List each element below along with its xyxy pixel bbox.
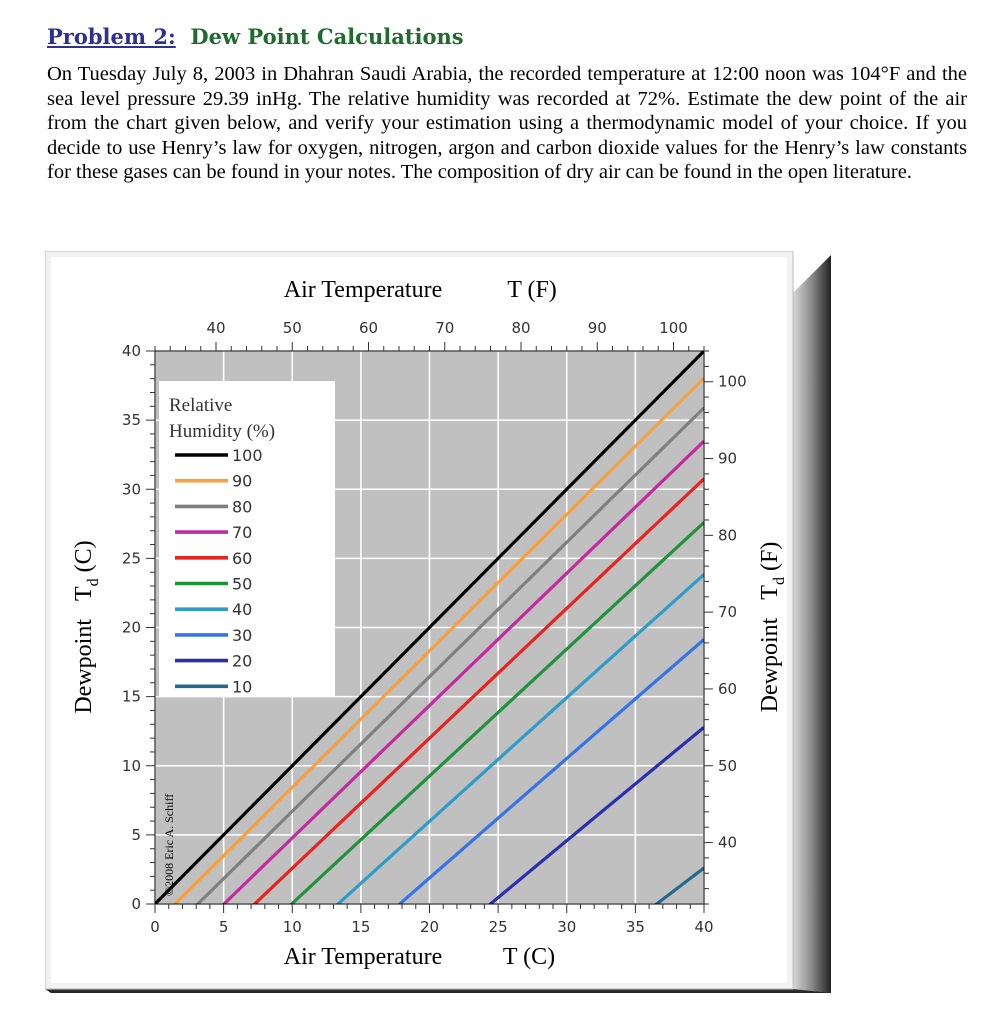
y-tick-label-right: 80 xyxy=(718,526,738,545)
y-tick-label-left: 5 xyxy=(131,825,141,844)
legend-label-rh-90: 90 xyxy=(232,471,253,491)
legend-label-rh-100: 100 xyxy=(232,446,263,465)
legend-label-rh-50: 50 xyxy=(232,574,253,594)
x-tick-label-bottom: 25 xyxy=(488,918,508,936)
y-tick-label-right: 60 xyxy=(718,679,738,698)
problem-label: Problem 2: xyxy=(47,24,176,49)
copyright-note: ©2008 Eric A. Schiff xyxy=(162,793,176,896)
legend xyxy=(159,381,335,697)
problem-title: Dew Point Calculations xyxy=(190,24,464,49)
x-tick-label-top: 50 xyxy=(282,319,302,337)
x-tick-label-bottom: 5 xyxy=(218,918,229,936)
y-tick-label-right: 50 xyxy=(718,756,738,775)
x-tick-label-bottom: 10 xyxy=(282,918,302,936)
x-tick-label-bottom: 35 xyxy=(625,918,645,936)
x-tick-label-top: 40 xyxy=(206,319,226,337)
y-axis-left-unit-main: T xyxy=(71,586,97,602)
y-tick-label-left: 40 xyxy=(121,342,141,360)
x-tick-label-top: 80 xyxy=(511,319,531,337)
x-tick-label-bottom: 40 xyxy=(694,918,714,936)
legend-label-rh-80: 80 xyxy=(232,497,253,517)
dewpoint-chart xyxy=(45,251,837,999)
x-tick-label-bottom: 20 xyxy=(419,918,440,936)
y-tick-label-left: 25 xyxy=(121,549,141,568)
y-axis-right-unit-main: T xyxy=(757,585,783,600)
x-axis-bottom-unit: T (C) xyxy=(502,944,556,970)
y-axis-left-label: Dewpoint xyxy=(71,619,97,714)
problem-heading xyxy=(47,24,464,49)
y-axis-left-unit-tail: (C) xyxy=(71,540,97,573)
y-tick-label-left: 30 xyxy=(121,480,141,499)
y-tick-label-right: 40 xyxy=(718,833,738,852)
x-tick-label-bottom: 15 xyxy=(351,918,371,936)
x-axis-top-title: Air Temperature xyxy=(283,277,443,303)
legend-title-line2: Humidity (%) xyxy=(169,421,276,442)
legend-label-rh-30: 30 xyxy=(232,625,253,645)
y-axis-left-unit-sub: d xyxy=(85,578,102,587)
chart-frame xyxy=(45,251,837,999)
x-tick-label-top: 100 xyxy=(659,319,688,337)
problem-text: On Tuesday July 8, 2003 in Dhahran Saudi Arabia, the recorded temperature at 12:00 noon was 104°F and the sea level pressure 29.39 inHg. The relative humidity was recorded at 72%. Estimate the dew point of the air from the chart given below, and verify your estimation using a thermodynamic model of your choice. If you decide to use Henry’s law for oxygen, nitrogen, argon and carbon dioxide values for the Henry’s law constants for these gases can be found in your notes. The composition of dry air can be found in the open literature. xyxy=(47,63,967,183)
x-axis-bottom-title: Air Temperature xyxy=(283,944,443,970)
y-tick-label-right: 100 xyxy=(718,372,747,391)
x-tick-label-bottom: 30 xyxy=(557,918,577,936)
y-tick-label-right: 90 xyxy=(718,449,738,468)
legend-label-rh-60: 60 xyxy=(232,548,253,568)
legend-title-line1: Relative xyxy=(169,395,233,416)
legend-label-rh-10: 10 xyxy=(232,677,253,697)
y-tick-label-left: 35 xyxy=(121,411,141,430)
y-tick-label-left: 20 xyxy=(121,618,141,637)
y-tick-label-left: 0 xyxy=(131,895,141,913)
legend-label-rh-20: 20 xyxy=(232,651,253,671)
frame-bevel-right xyxy=(793,255,831,993)
x-tick-label-top: 70 xyxy=(435,319,455,337)
x-tick-label-top: 60 xyxy=(358,319,379,337)
y-axis-right-unit-sub: d xyxy=(771,577,788,586)
x-axis-top-unit: T (F) xyxy=(507,277,557,303)
x-tick-label-bottom: 0 xyxy=(150,918,160,936)
x-tick-label-top: 90 xyxy=(587,319,607,337)
legend-label-rh-70: 70 xyxy=(232,523,253,543)
y-axis-right-unit-tail: (F) xyxy=(757,541,783,572)
y-tick-label-right: 70 xyxy=(718,603,738,622)
y-tick-label-left: 15 xyxy=(121,687,141,706)
legend-label-rh-40: 40 xyxy=(232,600,253,620)
y-axis-right-label: Dewpoint xyxy=(757,617,783,713)
y-tick-label-left: 10 xyxy=(121,756,141,775)
